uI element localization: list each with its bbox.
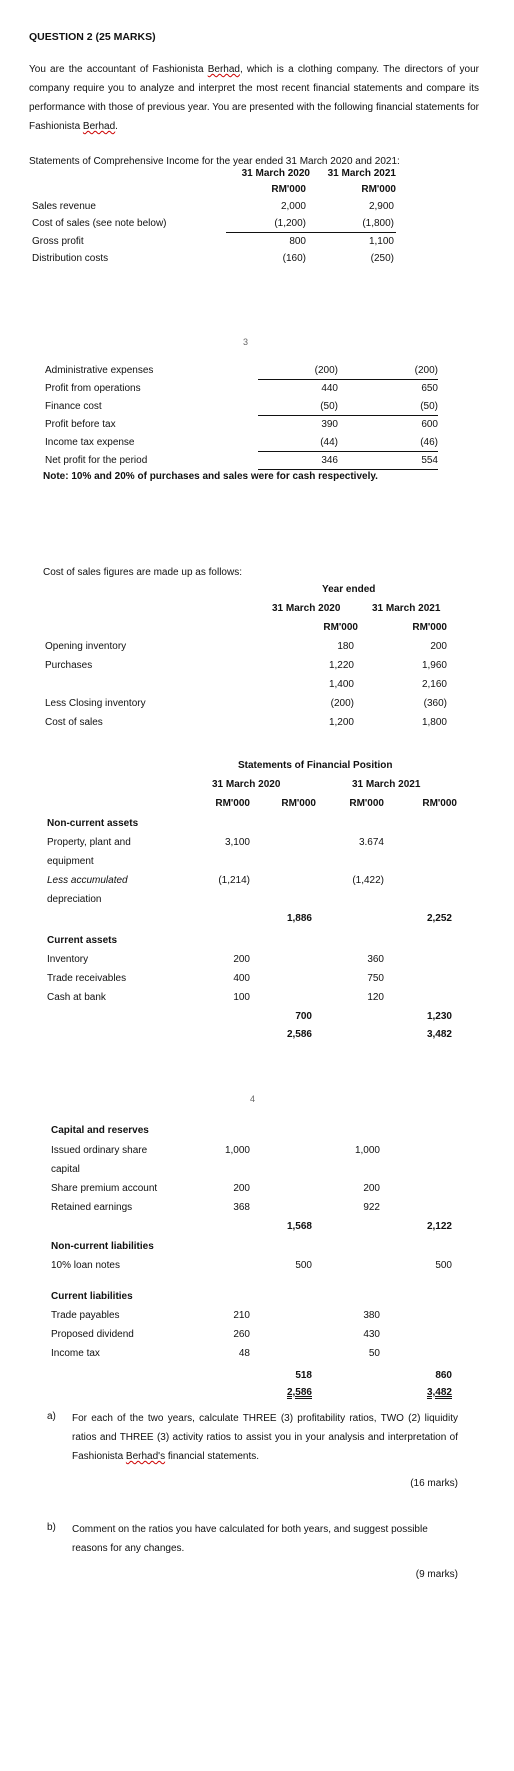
sci-row-label: Finance cost [45, 401, 102, 412]
sci-row-2020: 346 [321, 455, 338, 466]
sci-row-2020: (200) [314, 365, 338, 376]
cos-row-label: Purchases [45, 660, 93, 671]
sci-row-2020: (160) [282, 253, 306, 264]
question-b-marks: (9 marks) [415, 1569, 458, 1580]
sci-unit-2020: RM'000 [271, 184, 306, 195]
question-letter: b) [47, 1522, 56, 1533]
sci-row-2021: (250) [370, 253, 394, 264]
sfp-label: Trade payables [51, 1310, 120, 1321]
sci-row-2021: 600 [421, 419, 438, 430]
sci-row-2020: 390 [321, 419, 338, 430]
cos-row-2021: 1,960 [421, 660, 447, 671]
sfp-value: 368 [233, 1202, 250, 1213]
cos-col-2021: 31 March 2021 [372, 603, 441, 614]
cos-row-2021: 200 [430, 641, 447, 652]
sfp-value: 120 [367, 992, 384, 1003]
sfp-label: Income tax [51, 1348, 100, 1359]
sci-divider [258, 451, 438, 452]
sfp-subtotal: 1,886 [286, 913, 312, 924]
sci-divider [258, 379, 438, 380]
cos-row-label: Less Closing inventory [45, 698, 146, 709]
cos-unit-2021: RM'000 [412, 622, 447, 633]
sfp-unit: RM'000 [281, 798, 316, 809]
sfp-unit: RM'000 [422, 798, 457, 809]
sci-row-2020: 2,000 [280, 201, 306, 212]
sci-row-2021: (200) [414, 365, 438, 376]
sci-col-2020: 31 March 2020 [241, 168, 310, 179]
sci-row-label: Gross profit [32, 236, 84, 247]
question-letter: a) [47, 1411, 56, 1422]
cos-title: Cost of sales figures are made up as follows: [43, 567, 242, 578]
company-name: Berhad [82, 121, 116, 132]
sfp-label: Issued ordinary share [51, 1145, 148, 1156]
company-name: Berhad's [125, 1451, 166, 1462]
sfp-title: Statements of Financial Position [238, 760, 393, 771]
question-a-marks: (16 marks) [410, 1478, 458, 1489]
sci-row-2020: 440 [321, 383, 338, 394]
sci-col-2021: 31 March 2021 [327, 168, 396, 179]
sfp-value: 922 [363, 1202, 380, 1213]
cos-row-label: Opening inventory [45, 641, 127, 652]
page-number: 4 [250, 1094, 256, 1104]
sfp-value: 3,100 [224, 837, 250, 848]
sci-row-label: Profit before tax [45, 419, 116, 430]
sci-row-label: Net profit for the period [45, 455, 148, 466]
sfp-heading: Current liabilities [51, 1291, 133, 1302]
sfp-value: 260 [233, 1329, 250, 1340]
sfp-label: Less accumulated [47, 875, 128, 886]
sfp-label: Retained earnings [51, 1202, 133, 1213]
cos-row-2021: 2,160 [421, 679, 447, 690]
sfp-value: 750 [367, 973, 384, 984]
cos-unit-2020: RM'000 [323, 622, 358, 633]
cos-row-2020: (200) [330, 698, 354, 709]
cos-row-2020: 1,400 [328, 679, 354, 690]
sfp-subtotal: 518 [295, 1370, 312, 1381]
sfp-value: 430 [363, 1329, 380, 1340]
sci-row-2021: 554 [421, 455, 438, 466]
sci-row-2021: (50) [420, 401, 438, 412]
sfp-heading: Non-current assets [47, 818, 139, 829]
sci-row-2020: (44) [320, 437, 338, 448]
question-b-text: Comment on the ratios you have calculated for both years, and suggest possible reasons for any changes. [72, 1524, 428, 1554]
sfp-value: 200 [233, 1183, 250, 1194]
sfp-heading: Current assets [47, 935, 118, 946]
sci-row-2021: (46) [420, 437, 438, 448]
sfp-value: 1,000 [224, 1145, 250, 1156]
cos-row-2021: 1,800 [421, 717, 447, 728]
sfp-unit: RM'000 [215, 798, 250, 809]
sfp-label: 10% loan notes [51, 1260, 120, 1271]
sfp-subtotal: 1,568 [286, 1221, 312, 1232]
intro-paragraph: You are the accountant of Fashionista Berhad, which is a clothing company. The directors of your company require you to analyze and interpret the most recent financial statements and compare its performance with those of previous year. You are presented with the following financial statements for Fashionista Berhad. [29, 64, 479, 132]
page-number: 3 [243, 337, 249, 347]
cos-row-2020: 1,220 [328, 660, 354, 671]
sfp-total: 2,586 [286, 1387, 312, 1398]
sfp-value: 400 [233, 973, 250, 984]
cos-row-2020: 180 [337, 641, 354, 652]
sci-row-2021: (1,800) [362, 218, 394, 229]
sfp-label: Trade receivables [47, 973, 127, 984]
sfp-value: 200 [363, 1183, 380, 1194]
question-a-text: For each of the two years, calculate THREE (3) profitability ratios, TWO (2) liquidity ratios and THREE (3) activity ratios to assist you in your analysis and interpretation of Fashionista Berhad's financial statements. [72, 1413, 458, 1462]
question-title: QUESTION 2 (25 MARKS) [29, 31, 156, 43]
sfp-col-2020: 31 March 2020 [212, 779, 281, 790]
sci-row-label: Sales revenue [32, 201, 96, 212]
cos-row-2021: (360) [423, 698, 447, 709]
sfp-value: (1,422) [352, 875, 384, 886]
sci-title: Statements of Comprehensive Income for the year ended 31 March 2020 and 2021: [29, 156, 400, 167]
sfp-label: depreciation [47, 894, 102, 905]
sci-row-label: Profit from operations [45, 383, 141, 394]
sfp-total: 3,482 [426, 1029, 452, 1040]
sfp-heading: Non-current liabilities [51, 1241, 154, 1252]
sfp-value: 500 [295, 1260, 312, 1271]
sfp-value: (1,214) [218, 875, 250, 886]
cos-row-label: Cost of sales [45, 717, 103, 728]
sfp-value: 48 [238, 1348, 250, 1359]
sfp-value: 100 [233, 992, 250, 1003]
sfp-value: 200 [233, 954, 250, 965]
sfp-unit: RM'000 [349, 798, 384, 809]
sci-divider [258, 469, 438, 470]
sfp-subtotal: 2,122 [426, 1221, 452, 1232]
sci-row-2021: 2,900 [368, 201, 394, 212]
cos-year-ended: Year ended [322, 584, 376, 595]
sfp-value: 1,000 [354, 1145, 380, 1156]
cos-row-2020: 1,200 [328, 717, 354, 728]
sfp-label: Proposed dividend [51, 1329, 134, 1340]
sci-divider [226, 232, 396, 233]
sfp-subtotal: 700 [295, 1011, 312, 1022]
sci-row-2020: 800 [289, 236, 306, 247]
sci-row-2020: (1,200) [274, 218, 306, 229]
sci-divider [258, 415, 438, 416]
sfp-value: 210 [233, 1310, 250, 1321]
sci-row-label: Administrative expenses [45, 365, 154, 376]
sfp-label: Share premium account [51, 1183, 158, 1194]
sci-note: Note: 10% and 20% of purchases and sales were for cash respectively. [43, 471, 378, 482]
sfp-label: Cash at bank [47, 992, 106, 1003]
sci-row-label: Cost of sales (see note below) [32, 218, 167, 229]
sfp-subtotal: 2,252 [426, 913, 452, 924]
sfp-total: 2,586 [286, 1029, 312, 1040]
sfp-col-2021: 31 March 2021 [352, 779, 421, 790]
sci-unit-2021: RM'000 [361, 184, 396, 195]
sfp-heading: Capital and reserves [51, 1125, 149, 1136]
sfp-value: 3.674 [358, 837, 384, 848]
sfp-subtotal: 860 [435, 1370, 452, 1381]
sci-row-label: Income tax expense [45, 437, 135, 448]
sfp-label: equipment [47, 856, 94, 867]
sfp-value: 360 [367, 954, 384, 965]
sci-row-2021: 1,100 [368, 236, 394, 247]
cos-col-2020: 31 March 2020 [272, 603, 341, 614]
sfp-value: 500 [435, 1260, 452, 1271]
sfp-total: 3,482 [426, 1387, 452, 1398]
sfp-label: Property, plant and [47, 837, 131, 848]
sfp-value: 50 [368, 1348, 380, 1359]
company-name: Berhad [207, 64, 240, 75]
sci-row-2021: 650 [421, 383, 438, 394]
sfp-label: Inventory [47, 954, 89, 965]
sfp-label: capital [51, 1164, 80, 1175]
sfp-value: 380 [363, 1310, 380, 1321]
sci-row-2020: (50) [320, 401, 338, 412]
sci-row-label: Distribution costs [32, 253, 109, 264]
sfp-subtotal: 1,230 [426, 1011, 452, 1022]
